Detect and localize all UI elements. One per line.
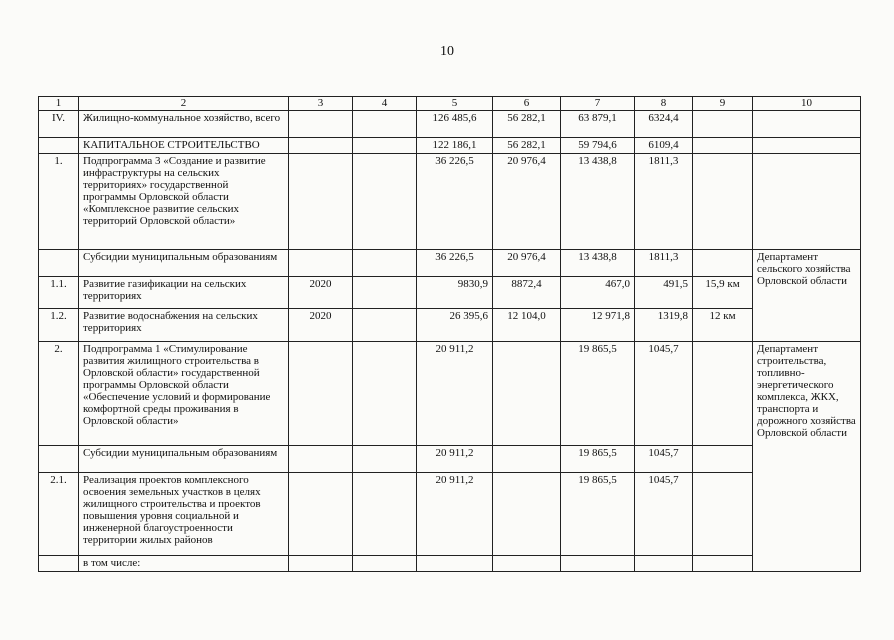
row-col9 — [693, 138, 753, 154]
header-cell: 3 — [289, 97, 353, 111]
row-col8: 1811,3 — [635, 154, 693, 250]
row-col7: 467,0 — [561, 277, 635, 309]
row-col6: 20 976,4 — [493, 154, 561, 250]
row-col5: 126 485,6 — [417, 111, 493, 138]
row-col5: 20 911,2 — [417, 342, 493, 446]
row-name: Подпрограмма 1 «Стимулирование развития жилищного строительства в Орловской области» государственной программы Орловской области «Обеспечение условий и формирование комфортной среды проживания в Орловской области» — [79, 342, 289, 446]
row-col5: 36 226,5 — [417, 250, 493, 277]
table-row — [39, 154, 861, 250]
row-year — [289, 556, 353, 572]
row-number: 1.1. — [39, 277, 79, 309]
row-col7: 12 971,8 — [561, 309, 635, 342]
row-col9: 12 км — [693, 309, 753, 342]
row-name: Жилищно-коммунальное хозяйство, всего — [79, 111, 289, 138]
row-name: Субсидии муниципальным образованиям — [79, 250, 289, 277]
row-col10 — [753, 138, 861, 154]
row-name: в том числе: — [79, 556, 289, 572]
row-col9 — [693, 342, 753, 446]
row-name: Подпрограмма 3 «Создание и развитие инфраструктуры на сельских территориях» государственной программы Орловской области «Комплексное развитие сельских территорий Орловской области» — [79, 154, 289, 250]
row-name: Реализация проектов комплексного освоения земельных участков в целях жилищного строительства и проектов повышения уровня социальной и инженерной благоустроенности территории жилых районов — [79, 473, 289, 556]
row-col5: 20 911,2 — [417, 473, 493, 556]
row-col7: 13 438,8 — [561, 154, 635, 250]
row-col4 — [353, 250, 417, 277]
row-col5: 122 186,1 — [417, 138, 493, 154]
row-col6: 12 104,0 — [493, 309, 561, 342]
table-row — [39, 342, 861, 446]
row-number — [39, 556, 79, 572]
table-row — [39, 446, 861, 473]
row-col6 — [493, 342, 561, 446]
row-col6 — [493, 556, 561, 572]
table-row — [39, 473, 861, 556]
row-col10 — [753, 154, 861, 250]
row-number: 1. — [39, 154, 79, 250]
header-cell: 5 — [417, 97, 493, 111]
row-col4 — [353, 154, 417, 250]
row-number: 1.2. — [39, 309, 79, 342]
row-col8: 6324,4 — [635, 111, 693, 138]
row-col7: 63 879,1 — [561, 111, 635, 138]
table-row — [39, 277, 861, 309]
row-year: 2020 — [289, 309, 353, 342]
header-cell: 4 — [353, 97, 417, 111]
row-col8: 1811,3 — [635, 250, 693, 277]
header-cell: 1 — [39, 97, 79, 111]
row-col5: 20 911,2 — [417, 446, 493, 473]
row-col5: 36 226,5 — [417, 154, 493, 250]
row-col8: 1045,7 — [635, 473, 693, 556]
row-col9: 15,9 км — [693, 277, 753, 309]
table-row — [39, 250, 861, 277]
row-col4 — [353, 309, 417, 342]
responsible-department: Департамент сельского хозяйства Орловской области — [753, 250, 861, 342]
row-col5: 9830,9 — [417, 277, 493, 309]
row-col9 — [693, 446, 753, 473]
responsible-department: Департамент строительства, топливно-энергетического комплекса, ЖКХ, транспорта и дорожного хозяйства Орловской области — [753, 342, 861, 572]
row-col7: 59 794,6 — [561, 138, 635, 154]
row-col7: 19 865,5 — [561, 446, 635, 473]
row-year — [289, 473, 353, 556]
budget-table — [38, 96, 861, 572]
row-col8: 6109,4 — [635, 138, 693, 154]
header-cell: 7 — [561, 97, 635, 111]
row-col4 — [353, 556, 417, 572]
row-col5: 26 395,6 — [417, 309, 493, 342]
header-cell: 9 — [693, 97, 753, 111]
row-col9 — [693, 556, 753, 572]
row-col10 — [753, 111, 861, 138]
row-number: 2. — [39, 342, 79, 446]
row-year — [289, 342, 353, 446]
row-col6 — [493, 446, 561, 473]
row-year — [289, 154, 353, 250]
row-col4 — [353, 446, 417, 473]
row-col7: 13 438,8 — [561, 250, 635, 277]
row-year — [289, 138, 353, 154]
row-col4 — [353, 473, 417, 556]
row-number: 2.1. — [39, 473, 79, 556]
row-col6 — [493, 473, 561, 556]
table-row — [39, 111, 861, 138]
row-name: Развитие водоснабжения на сельских территориях — [79, 309, 289, 342]
row-col7: 19 865,5 — [561, 473, 635, 556]
row-col9 — [693, 250, 753, 277]
row-year — [289, 446, 353, 473]
row-year — [289, 250, 353, 277]
row-col8: 491,5 — [635, 277, 693, 309]
row-col9 — [693, 111, 753, 138]
header-cell: 10 — [753, 97, 861, 111]
table-row — [39, 309, 861, 342]
row-col6: 20 976,4 — [493, 250, 561, 277]
row-col6: 56 282,1 — [493, 111, 561, 138]
row-col6: 8872,4 — [493, 277, 561, 309]
row-year: 2020 — [289, 277, 353, 309]
row-col4 — [353, 138, 417, 154]
header-cell: 8 — [635, 97, 693, 111]
row-col7: 19 865,5 — [561, 342, 635, 446]
row-col5 — [417, 556, 493, 572]
row-col4 — [353, 277, 417, 309]
row-number — [39, 250, 79, 277]
row-col9 — [693, 473, 753, 556]
row-number — [39, 446, 79, 473]
page-number: 10 — [440, 44, 454, 59]
row-name: КАПИТАЛЬНОЕ СТРОИТЕЛЬСТВО — [79, 138, 289, 154]
header-cell: 6 — [493, 97, 561, 111]
row-name: Субсидии муниципальным образованиям — [79, 446, 289, 473]
row-col6: 56 282,1 — [493, 138, 561, 154]
row-col8: 1045,7 — [635, 446, 693, 473]
row-col8: 1319,8 — [635, 309, 693, 342]
header-row — [39, 97, 861, 111]
row-number — [39, 138, 79, 154]
table-row — [39, 556, 861, 572]
row-col8: 1045,7 — [635, 342, 693, 446]
row-name: Развитие газификации на сельских территориях — [79, 277, 289, 309]
header-cell: 2 — [79, 97, 289, 111]
table-row — [39, 138, 861, 154]
row-col7 — [561, 556, 635, 572]
row-col8 — [635, 556, 693, 572]
row-year — [289, 111, 353, 138]
row-col4 — [353, 111, 417, 138]
row-number: IV. — [39, 111, 79, 138]
row-col9 — [693, 154, 753, 250]
row-col4 — [353, 342, 417, 446]
